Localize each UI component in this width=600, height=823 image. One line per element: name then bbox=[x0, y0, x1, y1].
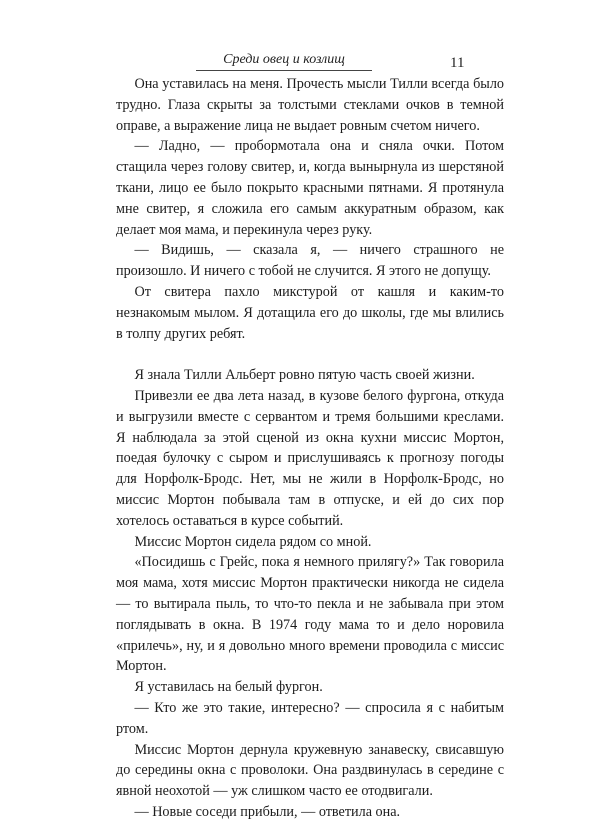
paragraph: Я знала Тилли Альберт ровно пятую часть своей жизни. bbox=[134, 367, 475, 384]
paragraph: — Видишь, — сказала я, — ничего страшного не произошло. И ничего с тобой не случится. Я этого не допущу. bbox=[116, 242, 504, 280]
paragraph: Миссис Мортон дернула кружевную занавеску, свисавшую до середины окна с проволоки. Она раздвинулась в середине с явной неохотой — уж слишком часто ее отодвигали. bbox=[116, 741, 504, 800]
page-number: 11 bbox=[450, 55, 465, 71]
paragraph: Я уставилась на белый фургон. bbox=[134, 679, 323, 696]
paragraph: Миссис Мортон сидела рядом со мной. bbox=[134, 533, 372, 550]
paragraph: От свитера пахло микстурой от кашля и каким-то незнакомым мылом. Я дотащила его до школы, где мы влились в толпу других ребят. bbox=[116, 283, 504, 342]
header-rule bbox=[196, 70, 372, 71]
paragraph: — Кто же это такие, интересно? — спросила я с набитым ртом. bbox=[116, 699, 504, 737]
paragraph: — Новые соседи прибыли, — ответила она. bbox=[134, 803, 401, 820]
paragraph: Она уставилась на меня. Прочесть мысли Тилли всегда было трудно. Глаза скрыты за толстыми стеклами очков в темной оправе, а выражение лица не выдает ровным счетом ничего. bbox=[116, 76, 504, 134]
paragraph: Привезли ее два лета назад, в кузове белого фургона, откуда и выгрузили вместе с сервантом и тремя большими креслами. Я наблюдала за этой сценой из окна кухни миссис Мортон, поедая булочку с сыром и прислушиваясь к прогнозу погоды для Норфолк-Бродс. Нет, мы не жили в Норфолк-Бродс, но миссис Мортон побывала там в отпуске, и ей до сих пор хотелось оставаться в курсе событий. bbox=[116, 387, 504, 529]
paragraph: — Ладно, — пробормотала она и сняла очки. Потом стащила через голову свитер, и, когда вынырнула из шерстяной ткани, лицо ее было покрыто красными пятнами. Я протянула мне свитер, я сложила его самым аккуратным образом, как делает моя мама, и перекинула через руку. bbox=[116, 138, 504, 238]
running-header-title: Среди овец и козлищ bbox=[223, 52, 345, 67]
paragraph: «Посидишь с Грейс, пока я немного прилягу?» Так говорила моя мама, хотя миссис Мортон практически никогда не сидела — то вытирала пыль, то что-то пекла и не забывала при этом поглядывать в окна. В 1974 году мама то и дело норовила «прилечь», ну, и я довольно много времени проводила с миссис Мортон. bbox=[116, 554, 504, 675]
body-text bbox=[116, 74, 504, 823]
